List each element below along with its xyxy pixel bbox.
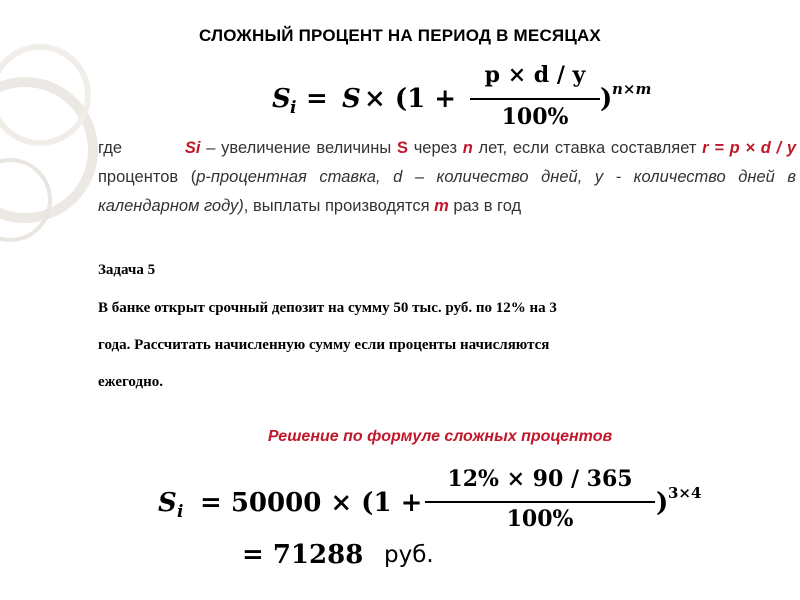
desc-italic: p-процентная ставка, d – количество дней, y - количество дней в календарном году) bbox=[98, 168, 797, 215]
solution-exponent: 3×4 bbox=[668, 484, 702, 502]
solution-fraction-bar bbox=[425, 501, 655, 503]
n-term: n bbox=[462, 139, 473, 157]
formula-s: S bbox=[342, 84, 361, 114]
r-formula: r = p × d / y bbox=[702, 139, 797, 157]
task-heading: Задача 5 bbox=[98, 262, 156, 278]
formula-equals: = bbox=[306, 84, 328, 114]
task-line-3: ежегодно. bbox=[98, 374, 163, 390]
solution-unit: руб. bbox=[384, 542, 434, 568]
desc-text-6: раз в год bbox=[448, 197, 522, 215]
solution-numerator: 12% × 90 / 365 bbox=[447, 466, 633, 492]
task-line-2: года. Рассчитать начисленную сумму если проценты начисляются bbox=[98, 337, 550, 353]
desc-text-3: лет, если ставка составляет bbox=[472, 139, 697, 157]
solution-close: ) bbox=[656, 488, 669, 518]
formula-denominator: 100% bbox=[501, 104, 569, 130]
solution-heading: Решение по формуле сложных процентов bbox=[267, 428, 613, 445]
desc-text-5: , выплаты производятся bbox=[243, 197, 435, 215]
formula-subscript: i bbox=[290, 98, 297, 118]
slide-title: СЛОЖНЫЙ ПРОЦЕНТ НА ПЕРИОД В МЕСЯЦАХ bbox=[199, 26, 601, 45]
formula-exponent: n×m bbox=[612, 80, 652, 98]
solution-rhs-start: = 50000 × (1 + bbox=[200, 488, 423, 518]
solution-denominator: 100% bbox=[506, 506, 574, 532]
solution-result: = 71288 bbox=[242, 540, 364, 570]
m-term: m bbox=[434, 197, 449, 215]
formula-numerator: p × d / y bbox=[484, 62, 586, 88]
s-term: S bbox=[396, 139, 408, 157]
formula-close: ) bbox=[600, 84, 613, 114]
desc-text-4: процентов ( bbox=[98, 168, 197, 186]
solution-s-lhs: S bbox=[158, 488, 177, 518]
formula-s-lhs: S bbox=[272, 84, 291, 114]
task-line-1: В банке открыт срочный депозит на сумму 50 тыс. руб. по 12% на 3 bbox=[98, 300, 557, 316]
si-term: Si bbox=[184, 139, 201, 157]
where-label: где bbox=[98, 139, 123, 157]
desc-text-2: через bbox=[407, 139, 463, 157]
formula-times-open: × (1 + bbox=[364, 84, 457, 114]
solution-subscript: i bbox=[177, 502, 184, 522]
desc-text-1: – увеличение величины bbox=[200, 139, 397, 157]
